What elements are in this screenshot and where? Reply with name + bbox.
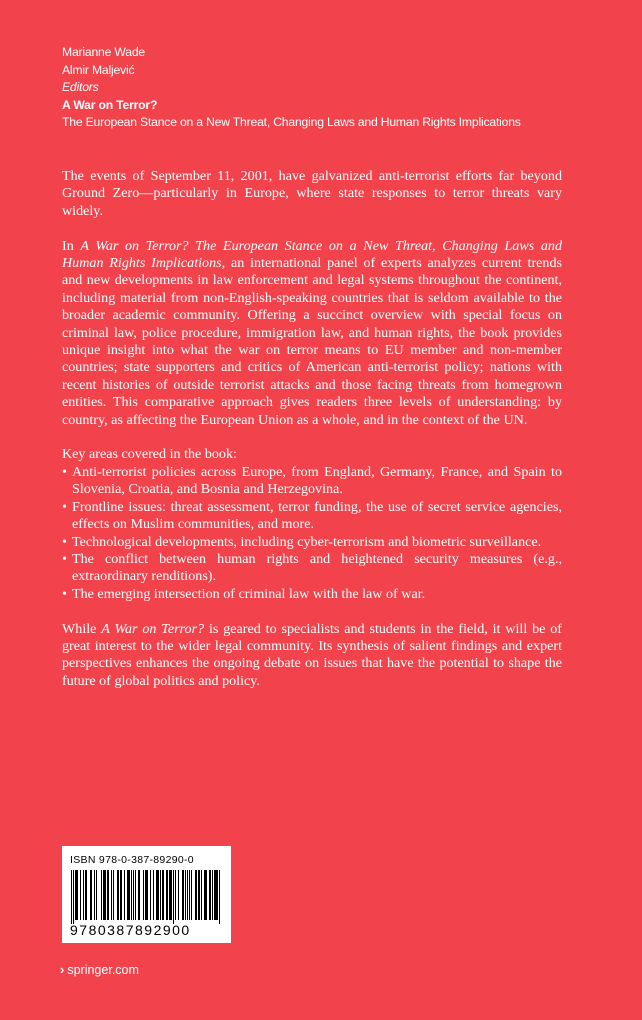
barcode-bar: [90, 870, 92, 920]
list-item: • Anti-terrorist policies across Europe, from England, Germany, France, and Spain to Slovenia, Croatia, and Bosnia and Herzegovina.: [62, 464, 562, 499]
barcode-bar: [169, 870, 172, 920]
barcode-bar: [75, 870, 78, 920]
barcode-bar: [212, 870, 213, 920]
barcode-bar: [103, 870, 106, 920]
barcode-bar: [198, 870, 200, 920]
barcode-bar: [189, 870, 190, 920]
barcode-bar: [153, 870, 154, 920]
barcode-bar: [111, 870, 112, 920]
barcode-bar: [182, 870, 184, 920]
book-subtitle: The European Stance on a New Threat, Changing Laws and Human Rights Implications: [62, 115, 521, 130]
editor-name: Marianne Wade: [62, 45, 145, 59]
barcode-bar: [219, 870, 220, 924]
text-span: While: [62, 620, 102, 637]
publisher-link[interactable]: [60, 962, 139, 977]
text-span: In: [62, 237, 81, 254]
barcode-bar: [160, 870, 161, 920]
editor-name: Almir Maljević: [62, 62, 135, 77]
closing-paragraph: [62, 621, 562, 691]
chevron-right-icon: ›: [60, 962, 65, 977]
barcode-bar: [191, 870, 192, 920]
barcode-bar: [71, 870, 72, 924]
editors-label: Editors: [62, 80, 99, 95]
book-title-italic: A War on Terror? The European Stance on a New Threat, Changing Laws and Human Rights Implications,: [62, 237, 563, 272]
barcode-bar: [138, 870, 140, 920]
barcode-bar: [131, 870, 132, 920]
barcode-digits: 9780387892900: [70, 922, 191, 938]
barcode-bar: [127, 870, 130, 920]
barcode-box: [62, 846, 231, 943]
barcode-bar: [107, 870, 109, 920]
barcode-bar: [133, 870, 134, 920]
cover-credits: [62, 44, 622, 132]
barcode-bar: [156, 870, 159, 920]
barcode-bar: [178, 870, 179, 920]
barcode-bar: [117, 870, 119, 920]
isbn-label: ISBN 978-0-387-89290-0: [70, 854, 194, 866]
barcode-bar: [185, 870, 186, 920]
barcode-bars: [70, 870, 224, 924]
barcode-bar: [204, 870, 207, 920]
barcode-bar: [209, 870, 211, 920]
barcode-bar: [120, 870, 122, 920]
barcode-bar: [73, 870, 74, 924]
list-item: • Technological developments, including cyber-terrorism and biometric surveillance.: [62, 534, 562, 551]
barcode-bar: [173, 870, 174, 924]
barcode-bar: [80, 870, 81, 920]
barcode-bar: [187, 870, 188, 920]
barcode-bar: [214, 870, 218, 920]
barcode-bar: [113, 870, 114, 920]
book-title: A War on Terror?: [62, 97, 158, 112]
barcode-bar: [124, 870, 125, 920]
blurb: [62, 168, 562, 708]
barcode-bar: [96, 870, 97, 920]
barcode-bar: [145, 870, 148, 920]
barcode-bar: [135, 870, 136, 920]
barcode-bar: [195, 870, 197, 920]
text-span: is geared to specialists and students in the field, it will be of great interest to the wider legal community. Its synthesis of salient findings and expert perspectives enhances the ongoing debate on issues that have the potential to shape the future of global politics and policy.: [62, 620, 562, 689]
text-span: an international panel of experts analyzes current trends and new developments in law enforcement and legal systems throughout the continent, including material from non-English-speaking countries that is seldom available to the broader academic community. Offering a succinct overview with special focus on criminal law, police procedure, immigration law, and human rights, the book provides unique insight into what the war on terror means to EU member and non-member countries; state supporters and critics of American anti-terrorist policy; nations with recent histories of outside terrorist attacks and those facing threats from homegrown entities. This comparative approach gives readers three levels of understanding: by country, as affecting the European Union as a whole, and in the context of the UN.: [62, 255, 562, 428]
key-areas-heading: Key areas covered in the book:: [62, 446, 237, 463]
list-item: • Frontline issues: threat assessment, terror funding, the use of secret service agencies, effects on Muslim communities, and more.: [62, 499, 562, 534]
barcode-bar: [94, 870, 95, 920]
barcode-bar: [166, 870, 168, 920]
key-areas-list: [62, 464, 562, 603]
barcode-bar: [162, 870, 164, 920]
barcode-bar: [175, 870, 176, 920]
barcode-bar: [201, 870, 202, 920]
barcode-bar: [83, 870, 84, 920]
list-item: • The emerging intersection of criminal law with the law of war.: [62, 586, 562, 603]
barcode-bar: [143, 870, 144, 920]
book-title-italic: A War on Terror?: [101, 620, 205, 637]
barcode-bar: [150, 870, 151, 920]
barcode-bar: [101, 870, 102, 920]
barcode-bar: [85, 870, 87, 920]
description-paragraph: [62, 238, 562, 429]
list-item: • The conflict between human rights and heightened security measures (e.g., extraordinary renditions).: [62, 551, 562, 586]
publisher-url: springer.com: [67, 962, 139, 977]
intro-paragraph: The events of September 11, 2001, have galvanized anti-terrorist efforts far beyond Ground Zero—particularly in Europe, where state responses to terror threats vary widely.: [62, 168, 562, 219]
